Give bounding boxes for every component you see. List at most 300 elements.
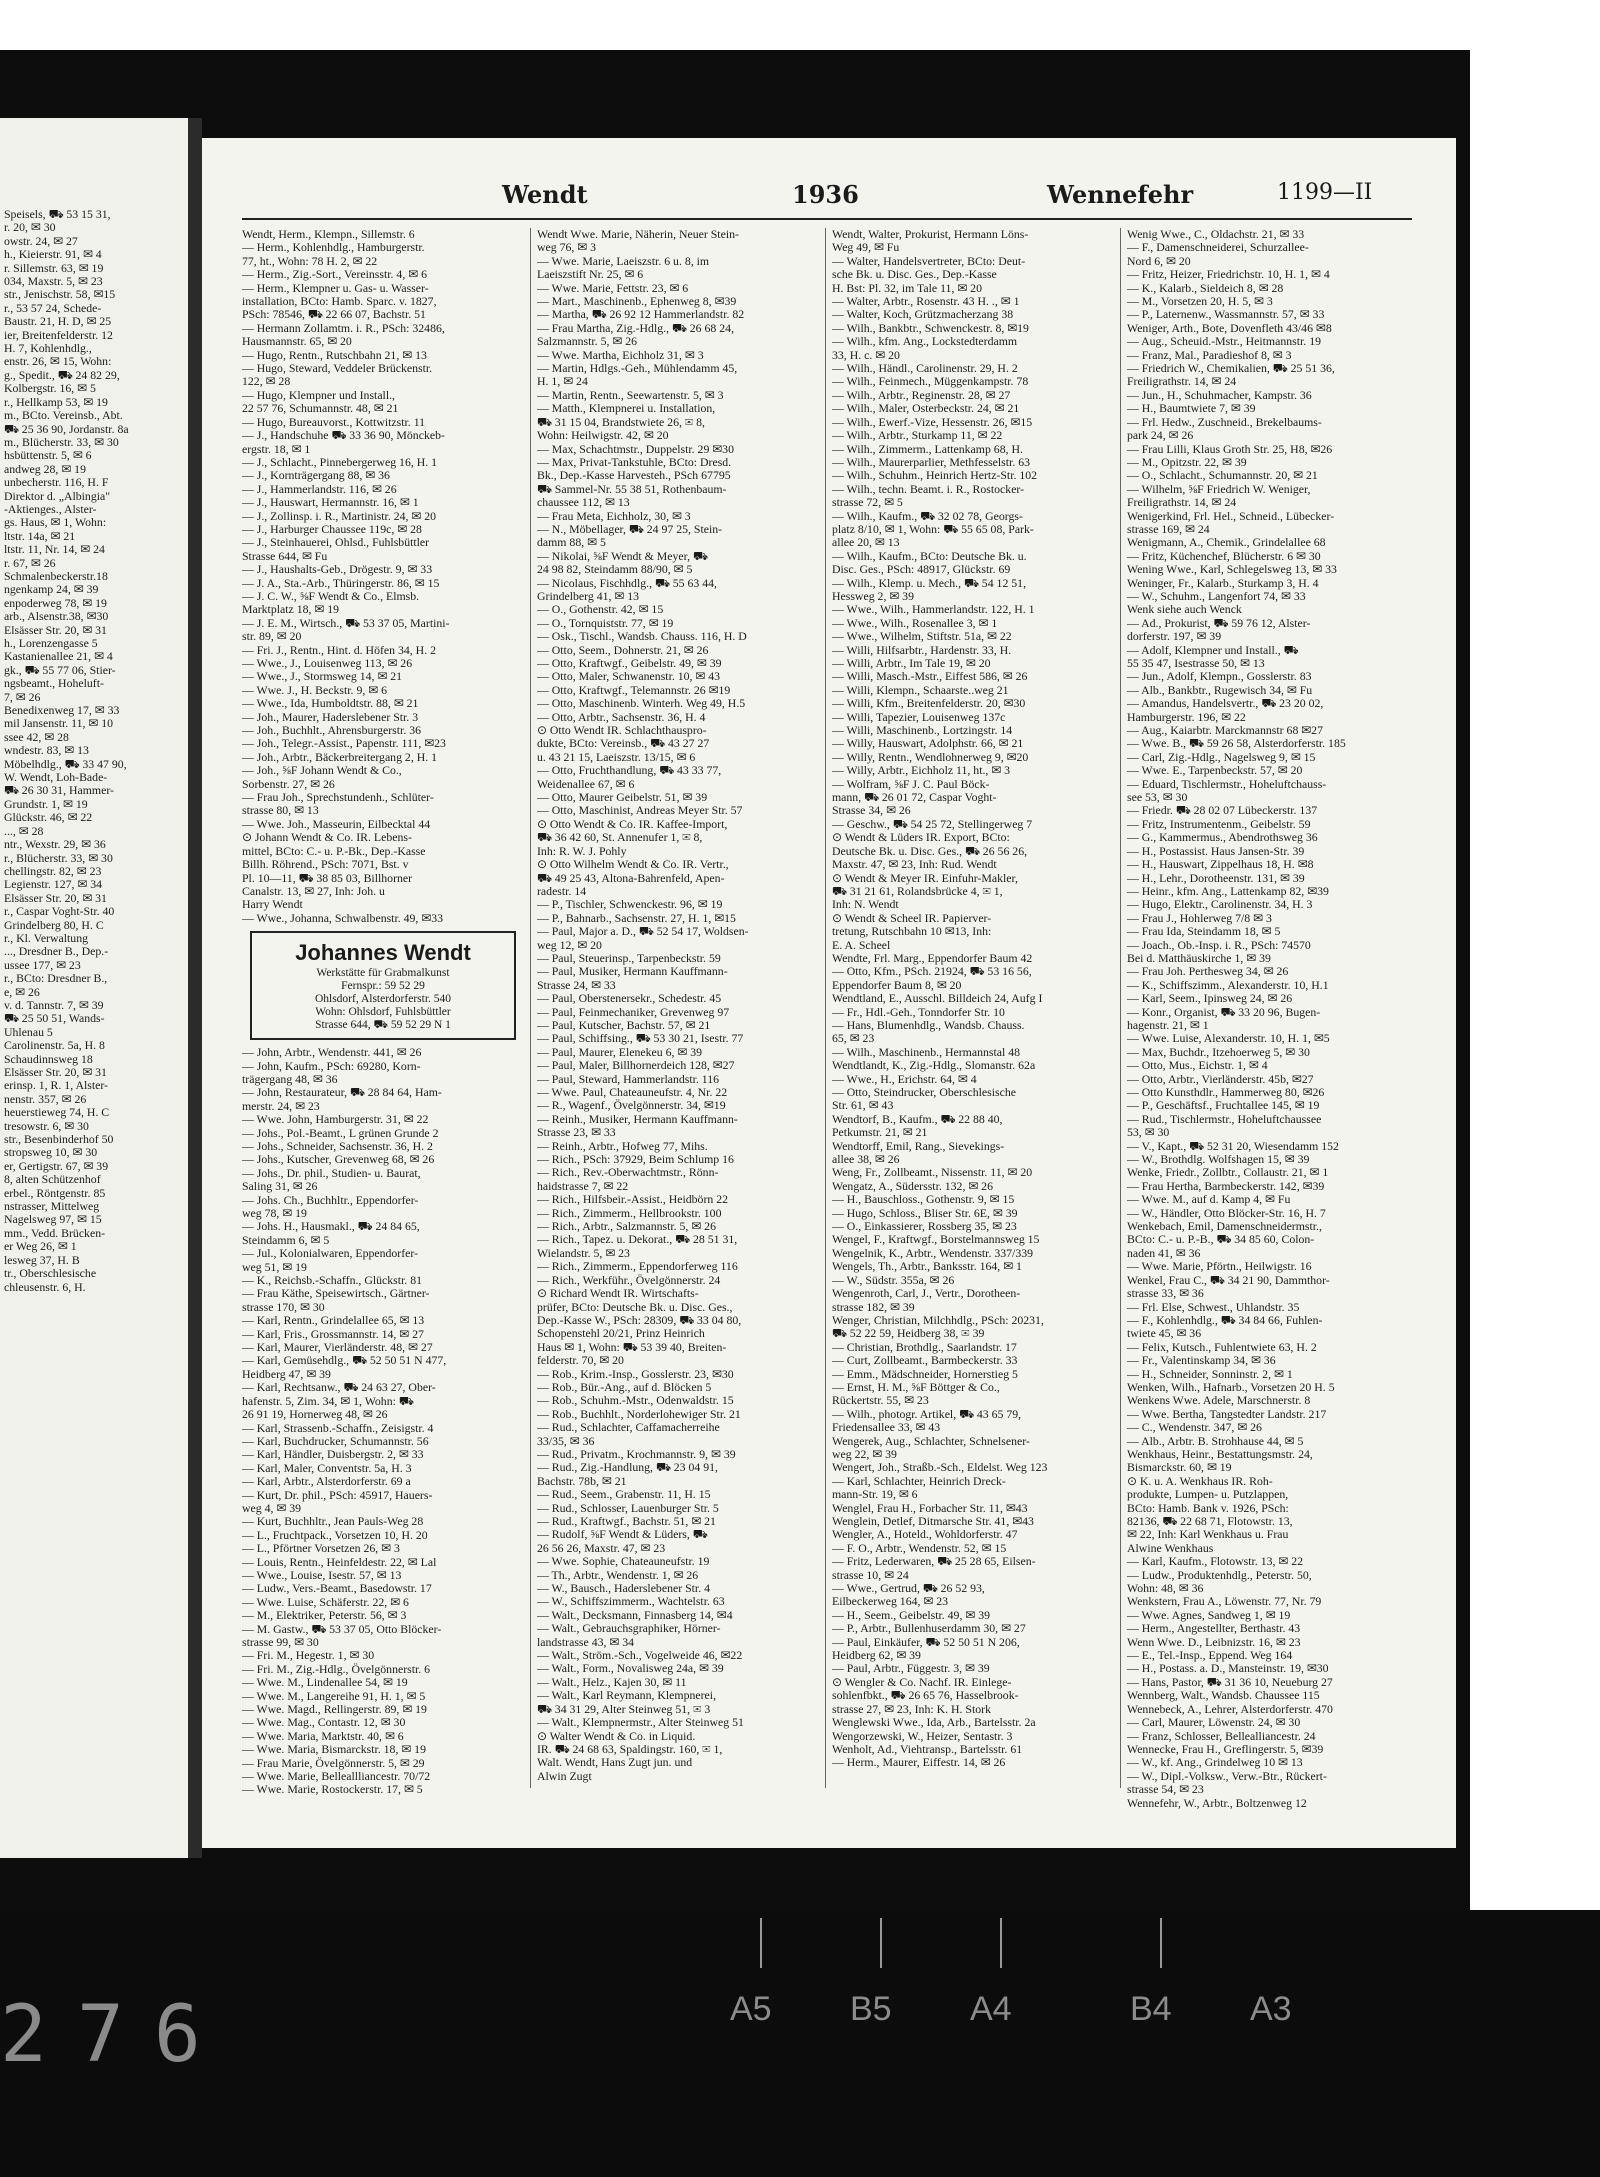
- directory-entry-line: Bei d. Matthäuskirche 1, ✉ 39: [1127, 951, 1271, 965]
- directory-entry-line: 82136, ⛟ 22 68 71, Flotowstr. 13,: [1127, 1515, 1293, 1528]
- left-page-line: 034, Maxstr. 5, ✉ 23: [4, 275, 103, 289]
- column-divider: [825, 228, 826, 1788]
- directory-entry-line: Wennberg, Walt., Wandsb. Chaussee 115: [1127, 1689, 1320, 1703]
- directory-entry-line: strasse 33, ✉ 36: [1127, 1287, 1204, 1301]
- directory-entry-line: — W., Schuhm., Langenfort 74, ✉ 33: [1127, 589, 1306, 603]
- left-page-line: ier, Breitenfelderstr. 12: [4, 328, 113, 342]
- directory-entry-line: Freiligrathstr. 14, ✉ 24: [1127, 375, 1237, 389]
- directory-entry-line: Nord 6, ✉ 20: [1127, 254, 1191, 268]
- directory-entry-line: Wengert, Joh., Straßb.-Sch., Eldelst. Weg 123: [832, 1461, 1048, 1475]
- column-divider: [530, 228, 531, 1788]
- left-page-line: ssee 42, ✉ 28: [4, 730, 69, 744]
- directory-entry-line: — Walt., Gebrauchsgraphiker, Hörner-: [537, 1622, 721, 1636]
- directory-entry-line: Wendtorf, B., Kaufm., ⛟ 22 88 40,: [832, 1112, 1003, 1126]
- left-page-line: Speisels, ⛟ 53 15 31,: [4, 208, 111, 221]
- directory-entry-line: — Wwe. Marie, Rostockerstr. 17, ✉ 5: [242, 1783, 423, 1797]
- directory-entry-line: — Hugo, Bureauvorst., Kottwitzstr. 11: [242, 415, 426, 429]
- left-page-line: Elsässer Str. 20, ✉ 31: [4, 891, 107, 905]
- directory-column-3: [832, 228, 1114, 1828]
- directory-entry-line: — Rud., Schlachter, Caffamacherreihe: [537, 1421, 720, 1435]
- directory-entry-line: Inh: N. Wendt: [832, 898, 899, 912]
- left-page-line: r., Hellkamp 53, ✉ 19: [4, 395, 108, 409]
- directory-entry-line: — Ad., Prokurist, ⛟ 59 76 12, Alster-: [1127, 616, 1311, 630]
- directory-entry-line: — Ludw., Produktenhdlg., Peterstr. 50,: [1127, 1568, 1312, 1582]
- directory-entry-line: prüfer, BCto: Deutsche Bk. u. Disc. Ges.,: [537, 1300, 733, 1314]
- directory-entry-line: ✉ 22, Inh: Karl Wenkhaus u. Frau: [1127, 1528, 1289, 1542]
- directory-entry-line: Wenigmann, A., Chemik., Grindelallee 68: [1127, 536, 1326, 550]
- scale-tick: [760, 1918, 762, 1968]
- directory-entry-line: felderstr. 70, ✉ 20: [537, 1354, 624, 1368]
- directory-entry-line: — Otto, Arbtr., Sachsenstr. 36, H. 4: [537, 710, 706, 724]
- left-page-line: ngsbeamt., Hoheluft-: [4, 677, 104, 691]
- directory-entry-line: Weninger, Fr., Kalarb., Sturkamp 3, H. 4: [1127, 576, 1319, 590]
- directory-entry-line: — Wwe. Agnes, Sandweg 1, ✉ 19: [1127, 1608, 1291, 1622]
- directory-entry-line: — Joach., Ob.-Insp. i. R., PSch: 74570: [1127, 938, 1311, 952]
- directory-entry-line: — J., Harburger Chaussee 119c, ✉ 28: [242, 522, 422, 536]
- directory-entry-line: — Ernst, H. M., ⅝F Böttger & Co.,: [832, 1380, 1000, 1394]
- directory-entry-line: mittel, BCto: C.- u. P.-Bk., Dep.-Kasse: [242, 844, 426, 858]
- directory-entry-line: Wenkebach, Emil, Damenschneidermstr.,: [1127, 1220, 1322, 1234]
- directory-entry-line: 22 57 76, Schumannstr. 48, ✉ 21: [242, 402, 399, 416]
- directory-entry-line: Alwine Wenkhaus: [1127, 1541, 1214, 1555]
- directory-entry-line: Dep.-Kasse W., PSch: 28309, ⛟ 33 04 80,: [537, 1313, 742, 1327]
- directory-entry-line: strasse 169, ✉ 24: [1127, 522, 1210, 536]
- directory-entry-line: — Rudolf, ⅝F Wendt & Lüders, ⛟: [537, 1528, 708, 1542]
- advertisement-box: [250, 931, 516, 1040]
- directory-entry-line: — Wilh., Feinmech., Müggenkampstr. 78: [832, 375, 1029, 389]
- left-page-line: Grundstr. 1, ✉ 19: [4, 797, 88, 811]
- directory-entry-line: Wengels, Th., Arbtr., Banksstr. 164, ✉ 1: [832, 1260, 1022, 1274]
- directory-entry-line: — J. A., Sta.-Arb., Thüringerstr. 86, ✉ 15: [242, 576, 440, 590]
- directory-entry-line: — Wwe. Maria, Bismarckstr. 18, ✉ 19: [242, 1743, 426, 1757]
- directory-entry-line: BCto: Hamb. Bank v. 1926, PSch:: [1127, 1501, 1289, 1515]
- directory-entry-line: — Wwe. Marie, Fettstr. 23, ✉ 6: [537, 281, 689, 295]
- directory-entry-line: — W., Bausch., Haderslebener Str. 4: [537, 1582, 710, 1596]
- directory-entry-line: — Paul, Schiffsing., ⛟ 53 30 21, Isestr. 77: [537, 1032, 744, 1046]
- left-page-line: r., Blücherstr. 33, ✉ 30: [4, 851, 113, 865]
- directory-entry-line: — Joh., Buchhlt., Ahrensburgerstr. 36: [242, 724, 422, 738]
- directory-entry-line: — Hermann Zollamtm. i. R., PSch: 32486,: [242, 321, 445, 335]
- directory-entry-line: — C., Wendenstr. 347, ✉ 26: [1127, 1421, 1262, 1435]
- directory-entry-line: — Osk., Tischl., Wandsb. Chauss. 116, H. D: [537, 630, 747, 644]
- left-page-line: lesweg 37, H. B: [4, 1253, 80, 1267]
- directory-entry-line: ⛟ 52 22 59, Heidberg 38, ✉ 39: [832, 1327, 985, 1341]
- directory-entry-line: — Otto, Arbtr., Vierländerstr. 45b, ✉27: [1127, 1072, 1314, 1086]
- directory-entry-line: Schopenstehl 20/21, Prinz Heinrich: [537, 1327, 705, 1341]
- directory-entry-line: — H., Postassist. Haus Jansen-Str. 39: [1127, 844, 1305, 858]
- directory-entry-line: Strasse 644, ✉ Fu: [242, 549, 328, 563]
- left-page-line: 8, alten Schützenhof: [4, 1173, 101, 1187]
- advertisement-line: Werkstätte für Grabmalkunst: [316, 967, 450, 980]
- directory-entry-line: — Franz, Schlosser, Bellealliancestr. 24: [1127, 1729, 1316, 1743]
- directory-entry-line: — Reinh., Musiker, Hermann Kauffmann-: [537, 1112, 738, 1126]
- left-page-line: Benedixenweg 17, ✉ 33: [4, 704, 120, 718]
- scale-label: A3: [1250, 1990, 1292, 2028]
- directory-entry-line: — Rud., Tischlermstr., Hoheluftchaussee: [1127, 1112, 1322, 1126]
- directory-entry-line: — Curt, Zollbeamt., Barmbeckerstr. 33: [832, 1354, 1018, 1368]
- directory-entry-line: — Wwe., J., Stormsweg 14, ✉ 21: [242, 670, 403, 684]
- directory-entry-line: — K., Kalarb., Sieldeich 8, ✉ 28: [1127, 281, 1284, 295]
- directory-entry-line: allee 20, ✉ 13: [832, 536, 900, 550]
- directory-entry-line: — J., Hauswart, Hermannstr. 16, ✉ 1: [242, 496, 419, 510]
- directory-entry-line: park 24, ✉ 26: [1127, 429, 1194, 443]
- directory-entry-line: — Otto, Maurer Geibelstr. 51, ✉ 39: [537, 791, 708, 805]
- directory-entry-line: ⊙ Otto Wendt & Co. IR. Kaffee-Import,: [537, 817, 728, 831]
- frame-number: 276: [0, 1990, 231, 2080]
- directory-entry-line: — J., Haushalts-Geb., Drögestr. 9, ✉ 33: [242, 563, 433, 577]
- directory-entry-line: — Rich., Tapez. u. Dekorat., ⛟ 28 51 31,: [537, 1233, 738, 1247]
- directory-entry-line: Bachstr. 78b, ✉ 21: [537, 1474, 627, 1488]
- directory-entry-line: Eppendorfer Baum 8, ✉ 20: [832, 978, 962, 992]
- directory-entry-line: Wengler, A., Hoteld., Wohldorferstr. 47: [832, 1528, 1018, 1542]
- left-page-line: ntr., Wexstr. 29, ✉ 36: [4, 838, 106, 852]
- directory-entry-line: — Alb., Arbtr. B. Strohhause 44, ✉ 5: [1127, 1434, 1304, 1448]
- directory-entry-line: — Paul, Arbtr., Függestr. 3, ✉ 39: [832, 1662, 990, 1676]
- directory-entry-line: — Willy, Hauswart, Adolphstr. 66, ✉ 21: [832, 737, 1024, 751]
- left-page-line: Glückstr. 46, ✉ 22: [4, 811, 93, 825]
- directory-entry-line: — Wwe. Paul, Chateauneufstr. 4, Nr. 22: [537, 1086, 728, 1099]
- directory-entry-line: — Wwe. J., H. Beckstr. 9, ✉ 6: [242, 683, 387, 697]
- scale-label: B4: [1130, 1990, 1172, 2028]
- directory-entry-line: weg 78, ✉ 19: [242, 1207, 307, 1220]
- directory-entry-line: sche Bk. u. Disc. Ges., Dep.-Kasse: [832, 268, 997, 282]
- directory-entry-line: — Frau Joh. Perthesweg 34, ✉ 26: [1127, 965, 1289, 979]
- directory-entry-line: Heidberg 47, ✉ 39: [242, 1367, 331, 1381]
- directory-entry-line: — Joh., Arbtr., Bäckerbreitergang 2, H. 1: [242, 750, 438, 764]
- directory-entry-line: — Wilh., techn. Beamt. i. R., Rostocker-: [832, 482, 1025, 496]
- directory-entry-line: — Kurt, Buchhltr., Jean Pauls-Weg 28: [242, 1515, 424, 1529]
- scale-label: A4: [970, 1990, 1012, 2028]
- directory-entry-line: u. 43 21 15, Laeiszstr. 13/15, ✉ 6: [537, 750, 696, 764]
- directory-entry-line: — V., Kapt., ⛟ 52 31 20, Wiesendamm 152: [1127, 1139, 1339, 1153]
- directory-entry-line: — H., Lehr., Dorotheenstr. 131, ✉ 39: [1127, 871, 1305, 885]
- directory-entry-line: — Fritz, Küchenchef, Blücherstr. 6 ✉ 30: [1127, 549, 1321, 563]
- directory-entry-line: — Felix, Kutsch., Fuhlentwiete 63, H. 2: [1127, 1340, 1317, 1354]
- left-page-line: W. Wendt, Loh-Bade-: [4, 771, 108, 785]
- directory-entry-line: — H., Hauswart, Zippelhaus 18, H. ✉8: [1127, 858, 1314, 872]
- directory-entry-line: — Konr., Organist, ⛟ 33 20 96, Bugen-: [1127, 1005, 1321, 1019]
- directory-entry-line: — P., Tischler, Schwenckestr. 96, ✉ 19: [537, 898, 723, 912]
- directory-entry-line: — Willi, Tapezier, Louisenweg 137c: [832, 710, 1006, 724]
- directory-entry-line: — Carl, Maurer, Löwenstr. 24, ✉ 30: [1127, 1716, 1301, 1730]
- directory-entry-line: — Wolfram, ⅝F J. C. Paul Böck-: [832, 777, 990, 791]
- directory-entry-line: weg 76, ✉ 3: [537, 241, 597, 255]
- directory-entry-line: Wenkens Wwe. Adele, Marschnerstr. 8: [1127, 1394, 1311, 1408]
- directory-entry-line: — Wwe. Joh., Masseurin, Eilbecktal 44: [242, 817, 431, 831]
- directory-entry-line: — Frau Martha, Zig.-Hdlg., ⛟ 26 68 24,: [537, 321, 735, 335]
- left-page-line: erbel., Röntgenstr. 85: [4, 1186, 106, 1200]
- directory-entry-line: Laeiszstift Nr. 25, ✉ 6: [537, 268, 644, 282]
- scale-label: B5: [850, 1990, 892, 2028]
- directory-entry-line: Wenn Wwe. D., Leibnizstr. 16, ✉ 23: [1127, 1635, 1301, 1649]
- page-number: 1199—II: [1277, 180, 1373, 205]
- directory-entry-line: — Franz, Mal., Paradieshof 8, ✉ 3: [1127, 348, 1292, 362]
- directory-entry-line: — Fri. M., Zig.-Hdlg., Övelgönnerstr. 6: [242, 1662, 431, 1676]
- directory-entry-line: Wenig Wwe., C., Oldachstr. 21, ✉ 33: [1127, 228, 1305, 241]
- directory-entry-line: — Karl, Fris., Grossmannstr. 14, ✉ 27: [242, 1327, 424, 1341]
- directory-entry-line: — Christian, Brothdlg., Saarlandstr. 17: [832, 1340, 1017, 1354]
- directory-entry-line: — L., Fruchtpack., Vorsetzen 10, H. 20: [242, 1528, 428, 1542]
- left-page-line: nenstr. 357, ✉ 26: [4, 1092, 87, 1106]
- directory-entry-line: Wenkel, Frau C., ⛟ 34 21 90, Dammthor-: [1127, 1273, 1330, 1287]
- directory-entry-line: platz 8/10, ✉ 1, Wohn: ⛟ 55 65 08, Park-: [832, 522, 1034, 536]
- directory-entry-line: strasse 170, ✉ 30: [242, 1300, 325, 1314]
- directory-entry-line: — Hans, Blumenhdlg., Wandsb. Chauss.: [832, 1018, 1025, 1032]
- directory-entry-line: — Otto, Seem., Dohnerstr. 21, ✉ 26: [537, 643, 709, 657]
- directory-entry-line: — Kurt, Dr. phil., PSch: 45917, Hauers-: [242, 1488, 433, 1502]
- directory-entry-line: ⊙ Wendt & Meyer IR. Einfuhr-Makler,: [832, 871, 1018, 885]
- directory-entry-line: IR. ⛟ 24 68 63, Spaldingstr. 160, ✉ 1,: [537, 1742, 723, 1756]
- directory-entry-line: — Karl, Kaufm., Flotowstr. 13, ✉ 22: [1127, 1555, 1304, 1569]
- directory-entry-line: — Nikolai, ⅝F Wendt & Meyer, ⛟: [537, 549, 708, 563]
- directory-entry-line: — Herm., Zig.-Sort., Vereinsstr. 4, ✉ 6: [242, 268, 427, 282]
- directory-entry-line: — Karl, Schlachter, Heinrich Dreck-: [832, 1474, 1006, 1488]
- directory-entry-line: — J., Schlacht., Pinnebergerweg 16, H. 1: [242, 455, 438, 469]
- directory-entry-line: — Paul, Steuerinsp., Tarpenbeckstr. 59: [537, 951, 721, 965]
- header-rule: [242, 218, 1412, 220]
- left-page-line: ngenkamp 24, ✉ 39: [4, 583, 99, 597]
- directory-entry-line: — H., Baumtwiete 7, ✉ 39: [1127, 402, 1256, 416]
- directory-entry-line: — Willy, Arbtr., Eichholz 11, ht., ✉ 3: [832, 764, 1011, 778]
- directory-entry-line: — Fritz, Heizer, Friedrichstr. 10, H. 1, ✉ 4: [1127, 268, 1330, 282]
- directory-entry-line: — Karl, Rentn., Grindelallee 65, ✉ 13: [242, 1314, 425, 1328]
- directory-entry-line: Salzmannstr. 5, ✉ 26: [537, 335, 637, 349]
- directory-entry-line: — Willi, Arbtr., Im Tale 19, ✉ 20: [832, 657, 991, 670]
- directory-entry-line: — Wwe., Wilh., Rosenallee 3, ✉ 1: [832, 616, 998, 630]
- directory-entry-line: Maxstr. 47, ✉ 23, Inh: Rud. Wendt: [832, 858, 997, 872]
- directory-entry-line: Wengelnik, K., Arbtr., Wendenstr. 337/339: [832, 1246, 1034, 1260]
- directory-entry-line: 122, ✉ 28: [242, 375, 291, 389]
- directory-entry-line: — Wilh., Klemp. u. Mech., ⛟ 54 12 51,: [832, 576, 1027, 590]
- directory-entry-line: PSch: 78546, ⛟ 22 66 07, Bachstr. 51: [242, 308, 426, 322]
- directory-entry-line: 24 98 82, Steindamm 88/90, ✉ 5: [537, 563, 693, 577]
- directory-entry-line: — Wwe. Mag., Contastr. 12, ✉ 30: [242, 1716, 406, 1730]
- directory-entry-line: Wendtorff, Emil, Rang., Sievekings-: [832, 1139, 1005, 1153]
- directory-entry-line: landstrasse 43, ✉ 34: [537, 1635, 635, 1649]
- left-page-line: -Aktienges., Alster-: [4, 502, 97, 516]
- directory-entry-line: — Wwe. B., ⛟ 59 26 58, Alsterdorferstr. 185: [1127, 737, 1346, 751]
- directory-entry-line: — Wilh., Kaufm., BCto: Deutsche Bk. u.: [832, 549, 1027, 563]
- left-page-line: e, ✉ 26: [4, 985, 40, 999]
- directory-entry-line: — Max, Privat-Tankstuhle, BCto: Dresd.: [537, 455, 732, 469]
- film-strip: [0, 1910, 1600, 2177]
- directory-entry-line: weg 51, ✉ 19: [242, 1260, 307, 1274]
- directory-column-2: [537, 228, 819, 1828]
- directory-entry-line: — Wilh., Arbtr., Reginenstr. 28, ✉ 27: [832, 388, 1011, 402]
- left-page-line: r., Caspar Voght-Str. 40: [4, 905, 115, 919]
- directory-entry-line: — Wilh., Schuhm., Heinrich Hertz-Str. 102: [832, 469, 1038, 483]
- directory-entry-line: ⊙ Wendt & Scheel IR. Papierver-: [832, 911, 992, 925]
- directory-entry-line: — Hugo, Klempner und Install.,: [242, 388, 396, 402]
- left-page-line: tr., Oberschlesische: [4, 1267, 97, 1281]
- left-page-line: r. 20, ✉ 30: [4, 221, 56, 235]
- directory-entry-line: — Frau J., Hohlerweg 7/8 ✉ 3: [1127, 911, 1272, 925]
- left-page-line: h., Kieierstr. 91, ✉ 4: [4, 248, 102, 262]
- directory-entry-line: 65, ✉ 23: [832, 1032, 875, 1046]
- directory-entry-line: Billh. Röhrend., PSch: 7071, Bst. v: [242, 858, 409, 872]
- directory-entry-line: — Otto, Maschinenb. Winterh. Weg 49, H.5: [537, 697, 746, 711]
- directory-entry-line: — H., Bauschloss., Gothenstr. 9, ✉ 15: [832, 1193, 1015, 1207]
- directory-entry-line: — Johs., Pol.-Beamt., L grünen Grunde 2: [242, 1126, 439, 1140]
- directory-entry-line: — Rud., Schlosser, Lauenburger Str. 5: [537, 1501, 719, 1515]
- left-page-line: h., Lorenzengasse 5: [4, 637, 98, 650]
- directory-entry-line: — Wwe., H., Erichstr. 64, ✉ 4: [832, 1072, 977, 1086]
- directory-entry-line: — M., Vorsetzen 20, H. 5, ✉ 3: [1127, 295, 1273, 309]
- directory-entry-line: Wengatz, A., Südersstr. 132, ✉ 26: [832, 1179, 993, 1193]
- directory-entry-line: Canalstr. 13, ✉ 27, Inh: Joh. u: [242, 884, 385, 898]
- directory-entry-line: Wenk siehe auch Wenck: [1127, 603, 1242, 617]
- directory-entry-line: damm 88, ✉ 5: [537, 536, 606, 550]
- directory-entry-line: — Johs., Kutscher, Grevenweg 68, ✉ 26: [242, 1153, 435, 1167]
- directory-entry-line: — Wilh., Händl., Carolinenstr. 29, H. 2: [832, 362, 1018, 376]
- left-page-column: [4, 208, 184, 1294]
- directory-entry-line: — Fri. M., Hegestr. 1, ✉ 30: [242, 1649, 375, 1663]
- directory-entry-line: — Paul, Steward, Hammerlandstr. 116: [537, 1072, 720, 1086]
- left-page-line: 7, ✉ 26: [4, 690, 41, 704]
- directory-entry-line: — Otto Kunsthdlr., Hammerweg 80, ✉26: [1127, 1086, 1325, 1099]
- directory-entry-line: — Eduard, Tischlermstr., Hoheluftchauss-: [1127, 777, 1327, 791]
- directory-entry-line: ⛟ Sammel-Nr. 55 38 51, Rothenbaum-: [537, 482, 727, 496]
- directory-entry-line: — Rich., Rev.-Oberwachtmstr., Rönn-: [537, 1166, 719, 1180]
- directory-entry-line: ⛟ 49 25 43, Altona-Bahrenfeld, Apen-: [537, 871, 725, 885]
- directory-entry-line: — Rich., Werkführ., Övelgönnerstr. 24: [537, 1273, 721, 1287]
- left-page-line: andweg 28, ✉ 19: [4, 462, 86, 476]
- left-page-line: r., 53 57 24, Schede-: [4, 301, 102, 315]
- directory-entry-line: — R., Wagenf., Övelgönnerstr. 34, ✉19: [537, 1099, 726, 1113]
- left-page-line: Schmalenbeckerstr.18: [4, 569, 108, 583]
- directory-entry-line: — Karl, Maurer, Vierländerstr. 48, ✉ 27: [242, 1341, 433, 1355]
- directory-entry-line: strasse 99, ✉ 30: [242, 1636, 319, 1649]
- directory-entry-line: Weng, Fr., Zollbeamt., Nissenstr. 11, ✉ 20: [832, 1166, 1033, 1180]
- directory-entry-line: radestr. 14: [537, 884, 587, 898]
- directory-entry-line: Wenken, Wilh., Hafnarb., Vorsetzen 20 H. 5: [1127, 1380, 1335, 1394]
- directory-entry-line: — Otto, Kraftwgf., Geibelstr. 49, ✉ 39: [537, 657, 722, 670]
- directory-entry-line: — Wilh., Maurerparlier, Methfesselstr. 63: [832, 455, 1031, 469]
- directory-entry-line: — Karl, Arbtr., Alsterdorferstr. 69 a: [242, 1475, 411, 1489]
- directory-entry-line: Wenke, Friedr., Zollbtr., Collaustr. 21, ✉ 1: [1127, 1166, 1329, 1180]
- directory-entry-line: Wennefehr, W., Arbtr., Boltzenweg 12: [1127, 1796, 1307, 1810]
- directory-entry-line: H. 1, ✉ 24: [537, 375, 588, 389]
- left-page-line: r. Sillemstr. 63, ✉ 19: [4, 261, 104, 275]
- directory-entry-line: Walt. Wendt, Hans Zugt jun. und: [537, 1756, 693, 1770]
- directory-entry-line: — Wilh., Kaufm., ⛟ 32 02 78, Georgs-: [832, 509, 1023, 523]
- left-page-line: Uhlenau 5: [4, 1025, 53, 1039]
- left-page-line: mm., Vedd. Brücken-: [4, 1226, 106, 1240]
- directory-entry-line: — Fr., Valentinskamp 34, ✉ 36: [1127, 1354, 1276, 1368]
- directory-entry-line: — Wilh., Zimmerm., Lattenkamp 68, H.: [832, 442, 1023, 456]
- directory-entry-line: — Wwe. Marie, Belleallliancestr. 70/72: [242, 1770, 431, 1784]
- header-year: 1936: [792, 180, 859, 209]
- directory-entry-line: — Wwe. M., Langereihe 91, H. 1, ✉ 5: [242, 1689, 426, 1703]
- directory-entry-line: — Wwe. M., auf d. Kamp 4, ✉ Fu: [1127, 1193, 1291, 1207]
- directory-entry-line: Wendt, Herm., Klempn., Sillemstr. 6: [242, 228, 415, 241]
- directory-entry-line: — Wwe., Johanna, Schwalbenstr. 49, ✉33: [242, 911, 444, 925]
- directory-entry-line: 26 56 26, Maxstr. 47, ✉ 23: [537, 1541, 666, 1555]
- directory-entry-line: — Wwe. M., Lindenallee 54, ✉ 19: [242, 1676, 408, 1690]
- scale-label: A5: [730, 1990, 772, 2028]
- directory-entry-line: ⊙ Otto Wilhelm Wendt & Co. IR. Vertr.,: [537, 858, 729, 872]
- directory-entry-line: — Hugo, Steward, Veddeler Brückenstr.: [242, 362, 433, 376]
- directory-entry-line: 33/35, ✉ 36: [537, 1434, 595, 1448]
- directory-entry-line: — W., Brothdlg. Wolfshagen 15, ✉ 39: [1127, 1153, 1310, 1167]
- directory-entry-line: Marktplatz 18, ✉ 19: [242, 603, 340, 617]
- left-page-line: ltstr. 11, Nr. 14, ✉ 24: [4, 543, 105, 557]
- directory-entry-line: — Frau Marie, Övelgönnerstr. 5, ✉ 29: [242, 1756, 425, 1770]
- directory-entry-line: — O., Einkassierer, Rossberg 35, ✉ 23: [832, 1220, 1017, 1234]
- directory-entry-line: haidstrasse 7, ✉ 22: [537, 1179, 629, 1193]
- left-page-line: r. 67, ✉ 26: [4, 556, 56, 570]
- directory-entry-line: — Willi, Masch.-Mstr., Eiffest 586, ✉ 26: [832, 670, 1028, 684]
- directory-entry-line: — Rich., Zimmerm., Hellbrookstr. 100: [537, 1206, 722, 1220]
- directory-entry-line: — Otto, Kraftwgf., Telemannstr. 26 ✉19: [537, 683, 731, 697]
- directory-entry-line: weg 4, ✉ 39: [242, 1501, 302, 1515]
- directory-entry-line: Bismarckstr. 60, ✉ 19: [1127, 1461, 1232, 1475]
- directory-entry-line: hafenstr. 5, Zim. 34, ✉ 1, Wohn: ⛟: [242, 1394, 414, 1408]
- directory-entry-line: Wennecke, Frau H., Greflingerstr. 5, ✉39: [1127, 1742, 1324, 1756]
- directory-entry-line: Hessweg 2, ✉ 39: [832, 589, 914, 603]
- scale-tick: [1160, 1918, 1162, 1968]
- directory-entry-line: ergstr. 18, ✉ 1: [242, 442, 311, 456]
- directory-entry-line: — Paul, Musiker, Hermann Kauffmann-: [537, 965, 728, 979]
- directory-column-1: [242, 228, 524, 1828]
- directory-entry-line: — L., Pförtner Vorsetzen 26, ✉ 3: [242, 1542, 400, 1556]
- directory-entry-line: — Otto, Maler, Schwanenstr. 10, ✉ 43: [537, 670, 721, 684]
- left-page-line: r., BCto: Dresdner B.,: [4, 972, 108, 986]
- advertisement-line: Ohlsdorf, Alsterdorferstr. 540: [314, 993, 452, 1006]
- directory-entry-line: — J., Zollinsp. i. R., Martinistr. 24, ✉ 20: [242, 509, 437, 523]
- left-page-line: Möbelhdlg., ⛟ 33 47 90,: [4, 757, 127, 771]
- directory-entry-line: — Frau Meta, Eichholz, 30, ✉ 3: [537, 509, 691, 523]
- directory-entry-line: — Aug., Scheuid.-Mstr., Heitmannstr. 19: [1127, 335, 1321, 349]
- directory-entry-line: — Martha, ⛟ 26 92 12 Hammerlandstr. 82: [537, 308, 745, 322]
- directory-entry-line: — O., Tornquiststr. 77, ✉ 19: [537, 616, 674, 630]
- directory-entry-line: dukte, BCto: Vereinsb., ⛟ 43 27 27: [537, 737, 710, 751]
- directory-entry-line: — Wwe. Bertha, Tangstedter Landstr. 217: [1127, 1407, 1327, 1421]
- directory-entry-line: Harry Wendt: [242, 898, 303, 912]
- directory-entry-line: — Rich., PSch: 37929, Beim Schlump 16: [537, 1153, 734, 1167]
- left-page-line: erinsp. 1, R. 1, Alster-: [4, 1079, 108, 1093]
- directory-entry-line: — Karl, Händler, Duisbergstr. 2, ✉ 33: [242, 1448, 424, 1462]
- directory-entry-line: Str. 61, ✉ 43: [832, 1099, 894, 1113]
- directory-entry-line: — John, Kaufm., PSch: 69280, Korn-: [242, 1059, 421, 1073]
- directory-entry-line: ⛟ 31 15 04, Brandstwiete 26, ✉ 8,: [537, 415, 705, 429]
- directory-entry-line: — Wwe., J., Louisenweg 113, ✉ 26: [242, 657, 413, 670]
- left-page-line: ⛟ 25 50 51, Wands-: [4, 1012, 105, 1026]
- directory-entry-line: — Carl, Zig.-Hdlg., Nagelsweg 9, ✉ 15: [1127, 750, 1316, 764]
- left-page-line: hsbüttenstr. 5, ✉ 6: [4, 449, 92, 463]
- left-page-line: H. 7, Kohlenhdlg.,: [4, 342, 92, 356]
- directory-entry-line: — Wwe., Ida, Humboldtstr. 88, ✉ 21: [242, 697, 419, 711]
- directory-entry-line: — Friedr. ⛟ 28 02 07 Lübeckerstr. 137: [1127, 804, 1318, 818]
- scale-tick: [880, 1918, 882, 1968]
- left-page-line: v. d. Tannstr. 7, ✉ 39: [4, 998, 104, 1012]
- left-page-line: enpoderweg 78, ✉ 19: [4, 596, 107, 610]
- directory-entry-line: — J., Handschuhe ⛟ 33 36 90, Mönckeb-: [242, 429, 445, 443]
- directory-entry-line: Inh: R. W. J. Pohly: [537, 844, 627, 858]
- left-page-line: Grindelberg 80, H. C: [4, 918, 104, 932]
- directory-entry-line: — Frl. Hedw., Zuschneid., Brekelbaums-: [1127, 415, 1322, 429]
- directory-entry-line: — Wwe., Wilhelm, Stiftstr. 51a, ✉ 22: [832, 630, 1012, 644]
- directory-entry-line: — Wilh., Ewerf.-Vize, Hessenstr. 26, ✉15: [832, 415, 1033, 429]
- left-page-line: ..., ✉ 28: [4, 824, 44, 838]
- directory-entry-line: Wohn: 48, ✉ 36: [1127, 1582, 1204, 1596]
- directory-entry-line: — Emm., Mädschneider, Hornerstieg 5: [832, 1367, 1018, 1381]
- directory-entry-line: — M., Elektriker, Peterstr. 56, ✉ 3: [242, 1609, 407, 1623]
- directory-entry-line: Steindamm 6, ✉ 5: [242, 1233, 330, 1247]
- directory-entry-line: — John, Restaurateur, ⛟ 28 84 64, Ham-: [242, 1086, 442, 1100]
- directory-entry-line: Wengerek, Aug., Schlachter, Schnelsener-: [832, 1434, 1030, 1448]
- directory-entry-line: strasse 182, ✉ 39: [832, 1300, 915, 1314]
